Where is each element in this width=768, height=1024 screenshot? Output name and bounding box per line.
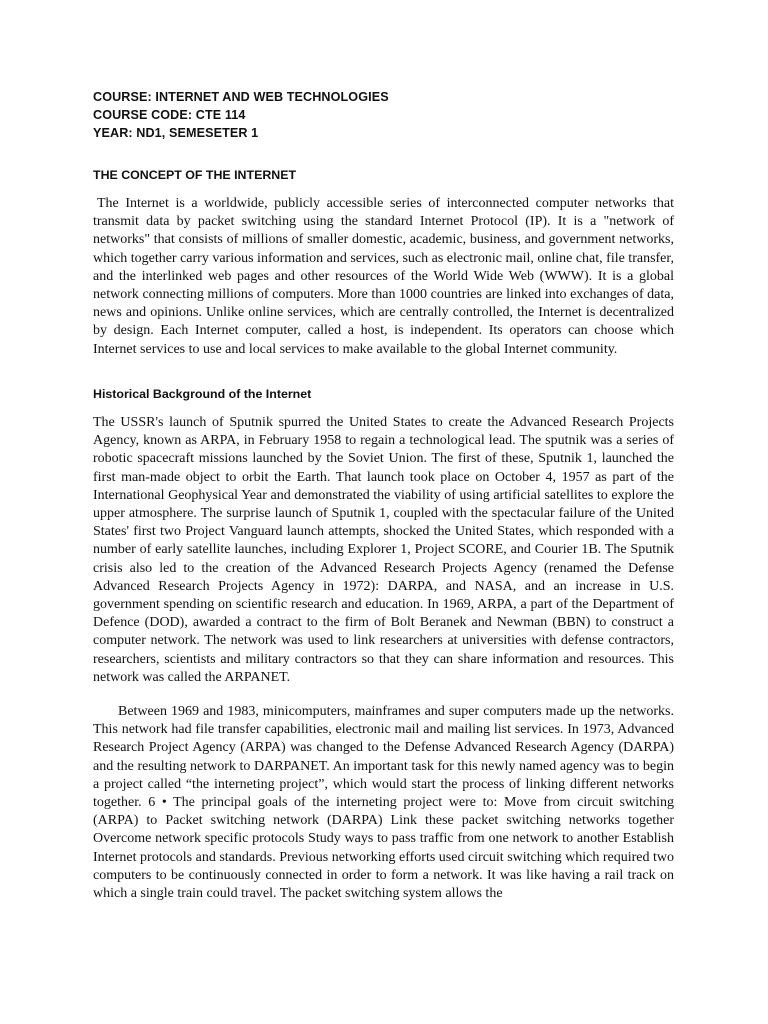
paragraph-concept: The Internet is a worldwide, publicly accessible series of interconnected computer networks that transmit data by packet switching using the standard Internet Protocol (IP). It is a "network of networks" that consists of millions of smaller domestic, academic, business, and government networks, which together carry various information and services, such as electronic mail, online chat, file transfer, and the interlinked web pages and other resources of the World Wide Web (WWW). It is a global network connecting millions of computers. More than 1000 countries are linked into exchanges of data, news and opinions. Unlike online services, which are centrally controlled, the Internet is decentralized by design. Each Internet computer, called a host, is independent. Its operators can choose which Internet services to use and local services to make available to the global Internet community. [93,196,674,357]
paragraph-history-2: Between 1969 and 1983, minicomputers, mainframes and super computers made up the networks. This network had file transfer capabilities, electronic mail and mailing list services. In 1973, Advanced Research Project Agency (ARPA) was changed to the Defense Advanced Research Agency (DARPA) and the resulting network to DARPANET. An important task for this newly named agency was to begin a project called “the interneting project”, which would start the process of linking different networks together. 6 • The principal goals of the interneting project were to: Move from circuit switching (ARPA) to Packet switching network (DARPA) Link these packet switching networks together Overcome network specific protocols Study ways to pass traffic from one network to another Establish Internet protocols and standards. Previous networking efforts used circuit switching which required two computers to be continuously connected in order to form a network. It was like having a rail track on which a single train could travel. The packet switching system allows the [93,704,674,902]
section-heading-history: Historical Background of the Internet [93,387,312,401]
course-code: COURSE CODE: CTE 114 [93,108,246,122]
course-title: COURSE: INTERNET AND WEB TECHNOLOGIES [93,90,389,104]
section-heading-concept: THE CONCEPT OF THE INTERNET [93,168,297,182]
paragraph-history-1: The USSR's launch of Sputnik spurred the United States to create the Advanced Research Projects Agency, known as ARPA, in February 1958 to regain a technological lead. The sputnik was a series of robotic spacecraft missions launched by the Soviet Union. The first of these, Sputnik 1, launched the first man-made object to orbit the Earth. That launch took place on October 4, 1957 as part of the International Geophysical Year and demonstrated the viability of using artificial satellites to explore the upper atmosphere. The surprise launch of Sputnik 1, coupled with the spectacular failure of the United States' first two Project Vanguard launch attempts, shocked the United States, which responded with a number of early satellite launches, including Explorer 1, Project SCORE, and Courier 1B. The Sputnik crisis also led to the creation of the Advanced Research Projects Agency (renamed the Defense Advanced Research Projects Agency in 1972): DARPA, and NASA, and an increase in U.S. government spending on scientific research and education. In 1969, ARPA, a part of the Department of Defence (DOD), awarded a contract to the firm of Bolt Beranek and Newman (BBN) to construct a computer network. The network was used to link researchers at universities with defense contractors, researchers, scientists and military contractors so that they can share information and resources. This network was called the ARPANET. [93,415,674,685]
course-year: YEAR: ND1, SEMESETER 1 [93,126,259,140]
